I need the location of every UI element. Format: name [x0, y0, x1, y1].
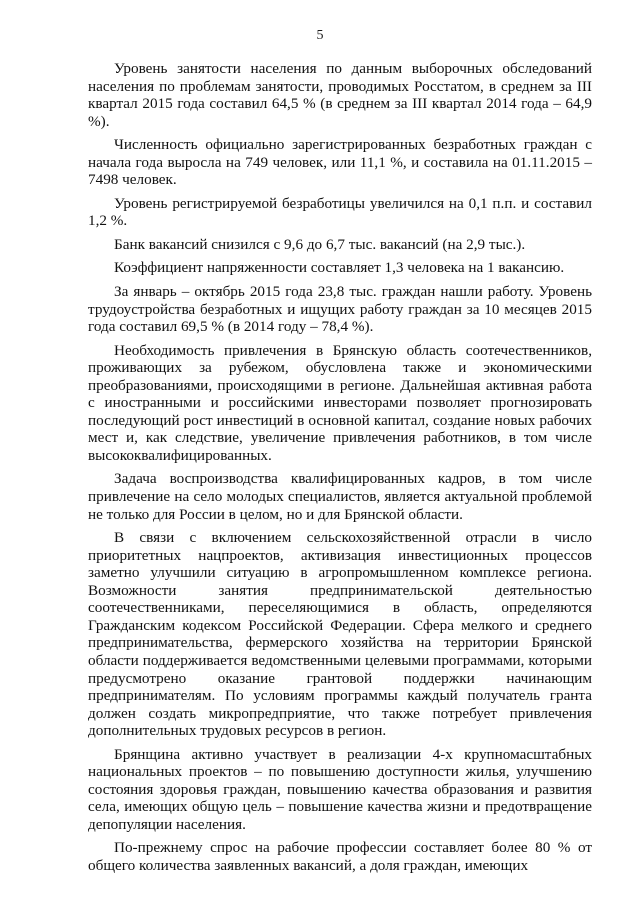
paragraph-tension-coefficient: Коэффициент напряженности составляет 1,3 человека на 1 вакансию.: [114, 259, 565, 277]
paragraph-unemployment-rate: Уровень регистрируемой безработицы увеличился на 0,1 п.п. и составил 1,2 %.: [88, 194, 592, 230]
paragraph-agriculture: В связи с включением сельскохозяйственной отрасли в число приоритетных нацпроектов, активизация инвестиционных процессов заметно улучшили ситуацию в агропромышленном комплексе региона. Возможности занятия предпринимательской деятельностью соотечественниками, переселяющимися в область, определяются Гражданским кодексом Российской Федерации. Сфера мелкого и среднего предпринимательства, фермерского хозяйства на территории Брянской области поддерживается ведомственными целевыми программами, которыми предусмотрено оказание грантовой поддержки начинающим предпринимателям. По условиям программы каждый получатель гранта должен создать микропредприятие, что также потребует привлечения дополнительных трудовых ресурсов в регион.: [88, 529, 592, 740]
document-body: [88, 60, 592, 881]
paragraph-compatriots: Необходимость привлечения в Брянскую область соотечественников, проживающих за рубежом, обусловлена также и экономическими преобразованиями, происходящими в регионе. Дальнейшая активная работа с иностранными и российскими инвесторами позволяет прогнозировать последующий рост инвестиций в основной капитал, создание новых рабочих мест и, как следствие, увеличение привлечения работников, в том числе высококвалифицированных.: [88, 341, 592, 464]
paragraph-working-professions: По-прежнему спрос на рабочие профессии составляет более 80 % от общего количества заявленных вакансий, а доля граждан, имеющих: [88, 839, 592, 874]
paragraph-qualified-personnel: Задача воспроизводства квалифицированных кадров, в том числе привлечение на село молодых специалистов, является актуальной проблемой не только для России в целом, но и для Брянской области.: [88, 470, 592, 523]
paragraph-vacancy-bank: Банк вакансий снизился с 9,6 до 6,7 тыс. вакансий (на 2,9 тыс.).: [114, 235, 526, 253]
paragraph-job-placement: За январь – октябрь 2015 года 23,8 тыс. граждан нашли работу. Уровень трудоустройства безработных и ищущих работу граждан за 10 месяцев 2015 года составил 69,5 % (в 2014 году – 78,4 %).: [88, 283, 592, 336]
paragraph-employment-level: Уровень занятости населения по данным выборочных обследований населения по проблемам занятости, проводимых Росстатом, в среднем за III квартал 2015 года составил 64,5 % (в среднем за III квартал 2014 года – 64,9 %).: [88, 60, 592, 130]
paragraph-registered-unemployed: Численность официально зарегистрированных безработных граждан с начала года выросла на 749 человек, или 11,1 %, и составила на 01.11.2015 – 7498 человек.: [88, 136, 592, 189]
page-number: 5: [316, 28, 324, 43]
paragraph-national-projects: Брянщина активно участвует в реализации 4-х крупномасштабных национальных проектов – по повышению доступности жилья, улучшению состояния здоровья граждан, повышению качества образования и развития села, имеющих общую цель – повышение качества жизни и предотвращение депопуляции населения.: [88, 745, 592, 833]
